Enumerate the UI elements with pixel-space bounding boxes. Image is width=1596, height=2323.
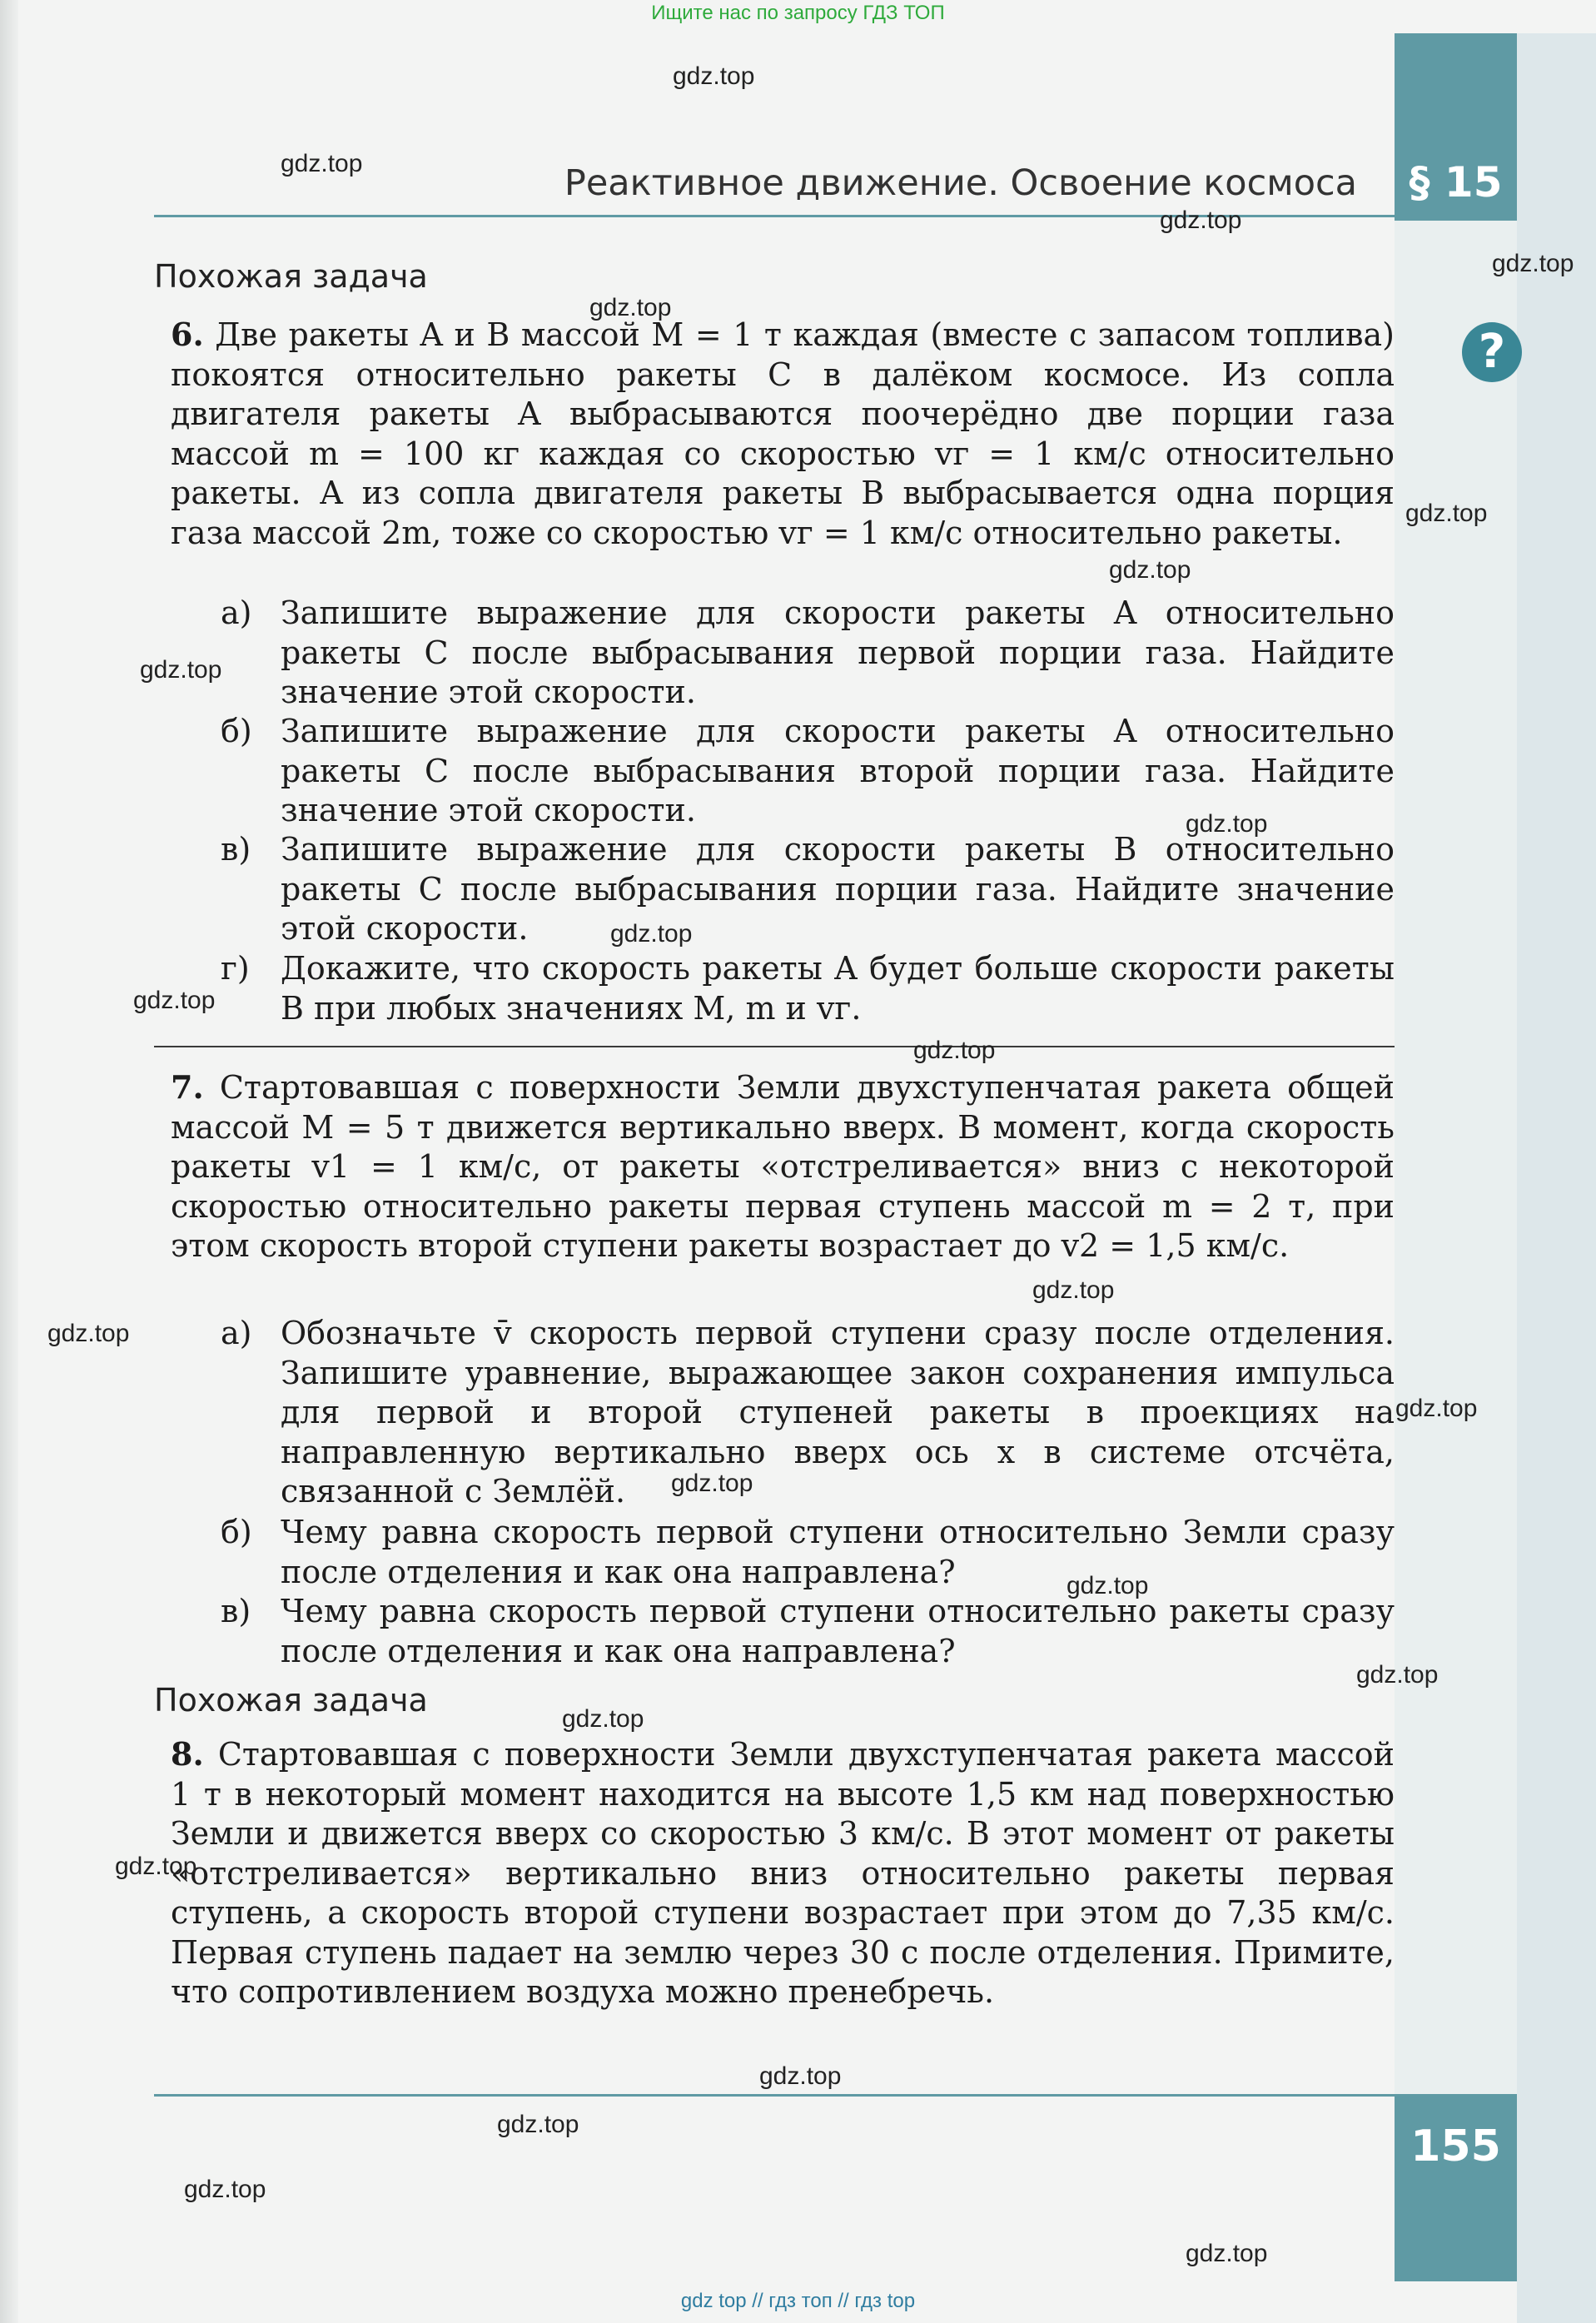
problem-7 [171, 1067, 1395, 1266]
watermark: gdz.top [1186, 2240, 1268, 2267]
problem-divider [154, 1046, 1395, 1047]
watermark: gdz.top [133, 987, 216, 1014]
watermark: gdz.top [1066, 1572, 1149, 1599]
top-banner[interactable]: Ищите нас по запросу ГДЗ ТОП [651, 2, 945, 24]
watermark: gdz.top [47, 1320, 130, 1347]
problem-6-part-a [221, 594, 1395, 713]
problem-6-number: 6. [171, 316, 204, 353]
watermark: gdz.top [115, 1853, 197, 1880]
watermark: gdz.top [1109, 556, 1191, 584]
problem-7-part-a [221, 1314, 1395, 1512]
part-text: Запишите выражение для скорости ракеты A относительно ракеты C после выбрасывания первой порции газа. Найдите значение этой скорости. [281, 594, 1395, 710]
problem-7-number: 7. [171, 1068, 204, 1106]
similar-task-heading-2: Похожая задача [154, 1682, 428, 1719]
section-number: § 15 [1409, 158, 1503, 206]
watermark: gdz.top [673, 62, 755, 90]
watermark: gdz.top [281, 150, 363, 177]
part-text: Чему равна скорость первой ступени относительно Земли сразу после отделения и как она направлена? [281, 1514, 1395, 1590]
watermark: gdz.top [184, 2176, 266, 2203]
problem-8-number: 8. [171, 1735, 204, 1773]
watermark: gdz.top [1032, 1276, 1115, 1304]
part-label: а) [221, 594, 252, 631]
watermark: gdz.top [671, 1470, 753, 1497]
problem-6-text: Две ракеты A и B массой M = 1 т каждая (вместе с запасом топлива) покоятся относительно ракеты C в далёком космосе. Из сопла двигателя ракеты A выбрасываются поочерёдно две порции газа массой m = 100 кг каждая со скоростью vг = 1 км/с относительно ракеты. А из сопла двигателя ракеты B выбрасывается одна порция газа массой 2m, тоже со скоростью vг = 1 км/с относительно ракеты. [171, 316, 1395, 551]
problem-6-part-d [221, 949, 1395, 1028]
watermark: gdz.top [1160, 206, 1242, 234]
problem-7-part-b [221, 1513, 1395, 1592]
bottom-banner[interactable]: gdz top // гдз топ // гдз top [680, 2290, 916, 2312]
similar-task-heading: Похожая задача [154, 258, 428, 295]
question-icon: ? [1462, 322, 1522, 382]
watermark: gdz.top [759, 2062, 842, 2090]
page-number: 155 [1410, 2122, 1501, 2171]
problem-7-text: Стартовавшая с поверхности Земли двухступенчатая ракета общей массой M = 5 т движется вертикально вверх. В момент, когда скорость ракеты v1 = 1 км/с, от ракеты «отстреливается» вниз с некоторой скоростью относительно ракеты первая ступень массой m = 2 т, при этом скорость второй ступени ракеты возрастает до v2 = 1,5 км/с. [171, 1069, 1395, 1264]
watermark: gdz.top [589, 294, 672, 321]
watermark: gdz.top [1186, 810, 1268, 838]
watermark: gdz.top [1492, 250, 1574, 277]
watermark: gdz.top [140, 656, 222, 684]
part-text: Запишите выражение для скорости ракеты A относительно ракеты C после выбрасывания второй порции газа. Найдите значение этой скорости. [281, 713, 1395, 828]
part-label: а) [221, 1315, 252, 1351]
footer-rule [154, 2094, 1395, 2097]
watermark: gdz.top [1395, 1395, 1478, 1422]
watermark: gdz.top [1356, 1661, 1439, 1689]
problem-6-part-c [221, 830, 1395, 949]
part-label: г) [221, 950, 250, 987]
watermark: gdz.top [610, 920, 693, 948]
part-label: б) [221, 713, 252, 749]
watermark: gdz.top [1405, 500, 1488, 527]
problem-8-text: Стартовавшая с поверхности Земли двухступенчатая ракета массой 1 т в некоторый момент находится на высоте 1,5 км над поверхностью Земли и движется вверх со скоростью 3 км/с. В этот момент от ракеты «отстреливается» вертикально вниз относительно ракеты первая ступень, а скорость второй ступени возрастает при этом до 7,35 км/с. Первая ступень падает на землю через 30 с после отделения. Примите, что сопротивлением воздуха можно пренебречь. [171, 1736, 1395, 2010]
problem-8 [171, 1734, 1395, 2012]
book-spine-shadow [0, 0, 18, 2323]
part-text: Запишите выражение для скорости ракеты B относительно ракеты C после выбрасывания порции газа. Найдите значение этой скорости. [281, 831, 1395, 947]
part-text: Докажите, что скорость ракеты A будет больше скорости ракеты B при любых значениях M, m и vг. [281, 950, 1395, 1027]
problem-7-part-c [221, 1592, 1395, 1671]
watermark: gdz.top [913, 1037, 996, 1064]
chapter-title: Реактивное движение. Освоение космоса [564, 162, 1357, 204]
watermark: gdz.top [497, 2111, 579, 2138]
part-label: в) [221, 1593, 251, 1629]
part-text: Обозначьте v̄ скорость первой ступени сразу после отделения. Запишите уравнение, выражающее закон сохранения импульса для первой и второй ступеней ракеты в проекциях на направленную вертикально вверх ось x в системе отсчёта, связанной с Землёй. [281, 1315, 1395, 1510]
watermark: gdz.top [562, 1705, 644, 1733]
part-label: в) [221, 831, 251, 868]
part-label: б) [221, 1514, 252, 1550]
page-edge-strip [1517, 33, 1596, 2323]
part-text: Чему равна скорость первой ступени относительно ракеты сразу после отделения и как она направлена? [281, 1593, 1395, 1669]
problem-6 [171, 315, 1395, 553]
